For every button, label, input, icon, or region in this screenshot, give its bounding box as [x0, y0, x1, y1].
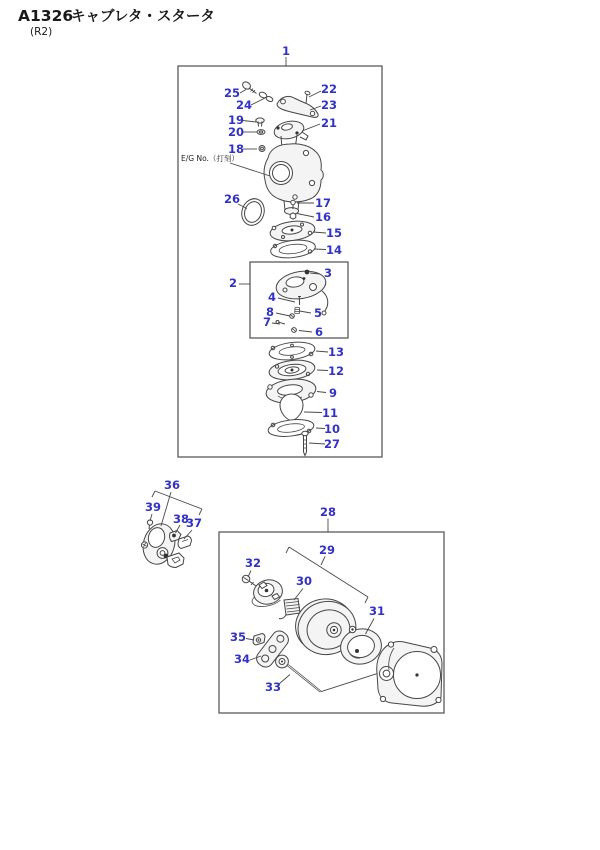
part-label-17: 17 — [314, 196, 332, 210]
rope-clip-35-drawing — [253, 634, 265, 646]
page-revision: (R2) — [30, 26, 53, 38]
screw-8-drawing — [290, 314, 295, 319]
gasket-14-drawing — [270, 238, 317, 260]
nut-16-drawing — [290, 213, 296, 219]
part-label-11: 11 — [321, 406, 339, 420]
part-label-21: 21 — [320, 116, 338, 130]
part-label-10: 10 — [323, 422, 341, 436]
engine-no-annotation: E/G No.（打刻） — [181, 154, 239, 163]
page-title: キャブレタ・スタータ — [71, 9, 215, 25]
part-label-33: 33 — [264, 680, 282, 694]
part-label-2: 2 — [228, 276, 238, 290]
part-label-3: 3 — [323, 266, 333, 280]
diaphragm-cover-15-drawing — [269, 219, 316, 243]
part-label-7: 7 — [262, 315, 272, 329]
part-label-15: 15 — [325, 226, 343, 240]
screw-27-drawing — [302, 431, 308, 455]
part-label-36: 36 — [163, 478, 181, 492]
part-label-39: 39 — [144, 500, 162, 514]
screw-32-drawing — [242, 575, 256, 586]
part-label-5: 5 — [313, 306, 323, 320]
part-label-35: 35 — [229, 630, 247, 644]
part-label-8: 8 — [265, 305, 275, 319]
washer-set-24-drawing — [258, 91, 273, 102]
part-label-12: 12 — [327, 364, 345, 378]
part-label-22: 22 — [320, 82, 338, 96]
gasket-13-drawing — [268, 340, 316, 362]
page-code: A1326 — [18, 7, 74, 25]
part-label-32: 32 — [244, 556, 262, 570]
cap-nut-18-drawing — [259, 146, 265, 152]
spring-5-drawing — [295, 308, 300, 314]
spring-30-drawing — [279, 599, 300, 619]
bolt-25-drawing — [241, 80, 256, 93]
part-label-26: 26 — [223, 192, 241, 206]
starter-rope-33-drawing — [287, 665, 385, 693]
washer-20-drawing — [257, 130, 265, 135]
part-label-4: 4 — [267, 290, 277, 304]
pin-3-drawing — [305, 270, 310, 275]
primer-bulb-11-drawing — [280, 394, 303, 421]
part-label-27: 27 — [323, 437, 341, 451]
part-label-25: 25 — [223, 86, 241, 100]
part-label-34: 34 — [233, 652, 251, 666]
part-label-6: 6 — [314, 325, 324, 339]
part-label-24: 24 — [235, 98, 253, 112]
part-label-14: 14 — [325, 243, 343, 257]
screw-6-drawing — [292, 328, 297, 333]
starter-cup-drawing — [251, 577, 285, 607]
o-ring-26-drawing — [238, 196, 267, 228]
part-label-38: 38 — [172, 512, 190, 526]
part-label-1: 1 — [281, 44, 291, 58]
part-label-28: 28 — [319, 505, 337, 519]
part-label-30: 30 — [295, 574, 313, 588]
part-label-13: 13 — [327, 345, 345, 359]
part-label-23: 23 — [320, 98, 338, 112]
part-label-18: 18 — [227, 142, 245, 156]
part-label-19: 19 — [227, 113, 245, 127]
part-label-29: 29 — [318, 543, 336, 557]
part-label-31: 31 — [368, 604, 386, 618]
starter-housing-drawing — [377, 641, 442, 706]
part-label-9: 9 — [328, 386, 338, 400]
part-label-16: 16 — [314, 210, 332, 224]
part-label-37: 37 — [185, 516, 203, 530]
bracket-lever-23-drawing — [277, 96, 318, 117]
part-label-20: 20 — [227, 125, 245, 139]
screw-22-drawing — [305, 91, 311, 104]
valve-19-drawing — [256, 118, 264, 127]
diaphragm-12-drawing — [268, 358, 316, 382]
